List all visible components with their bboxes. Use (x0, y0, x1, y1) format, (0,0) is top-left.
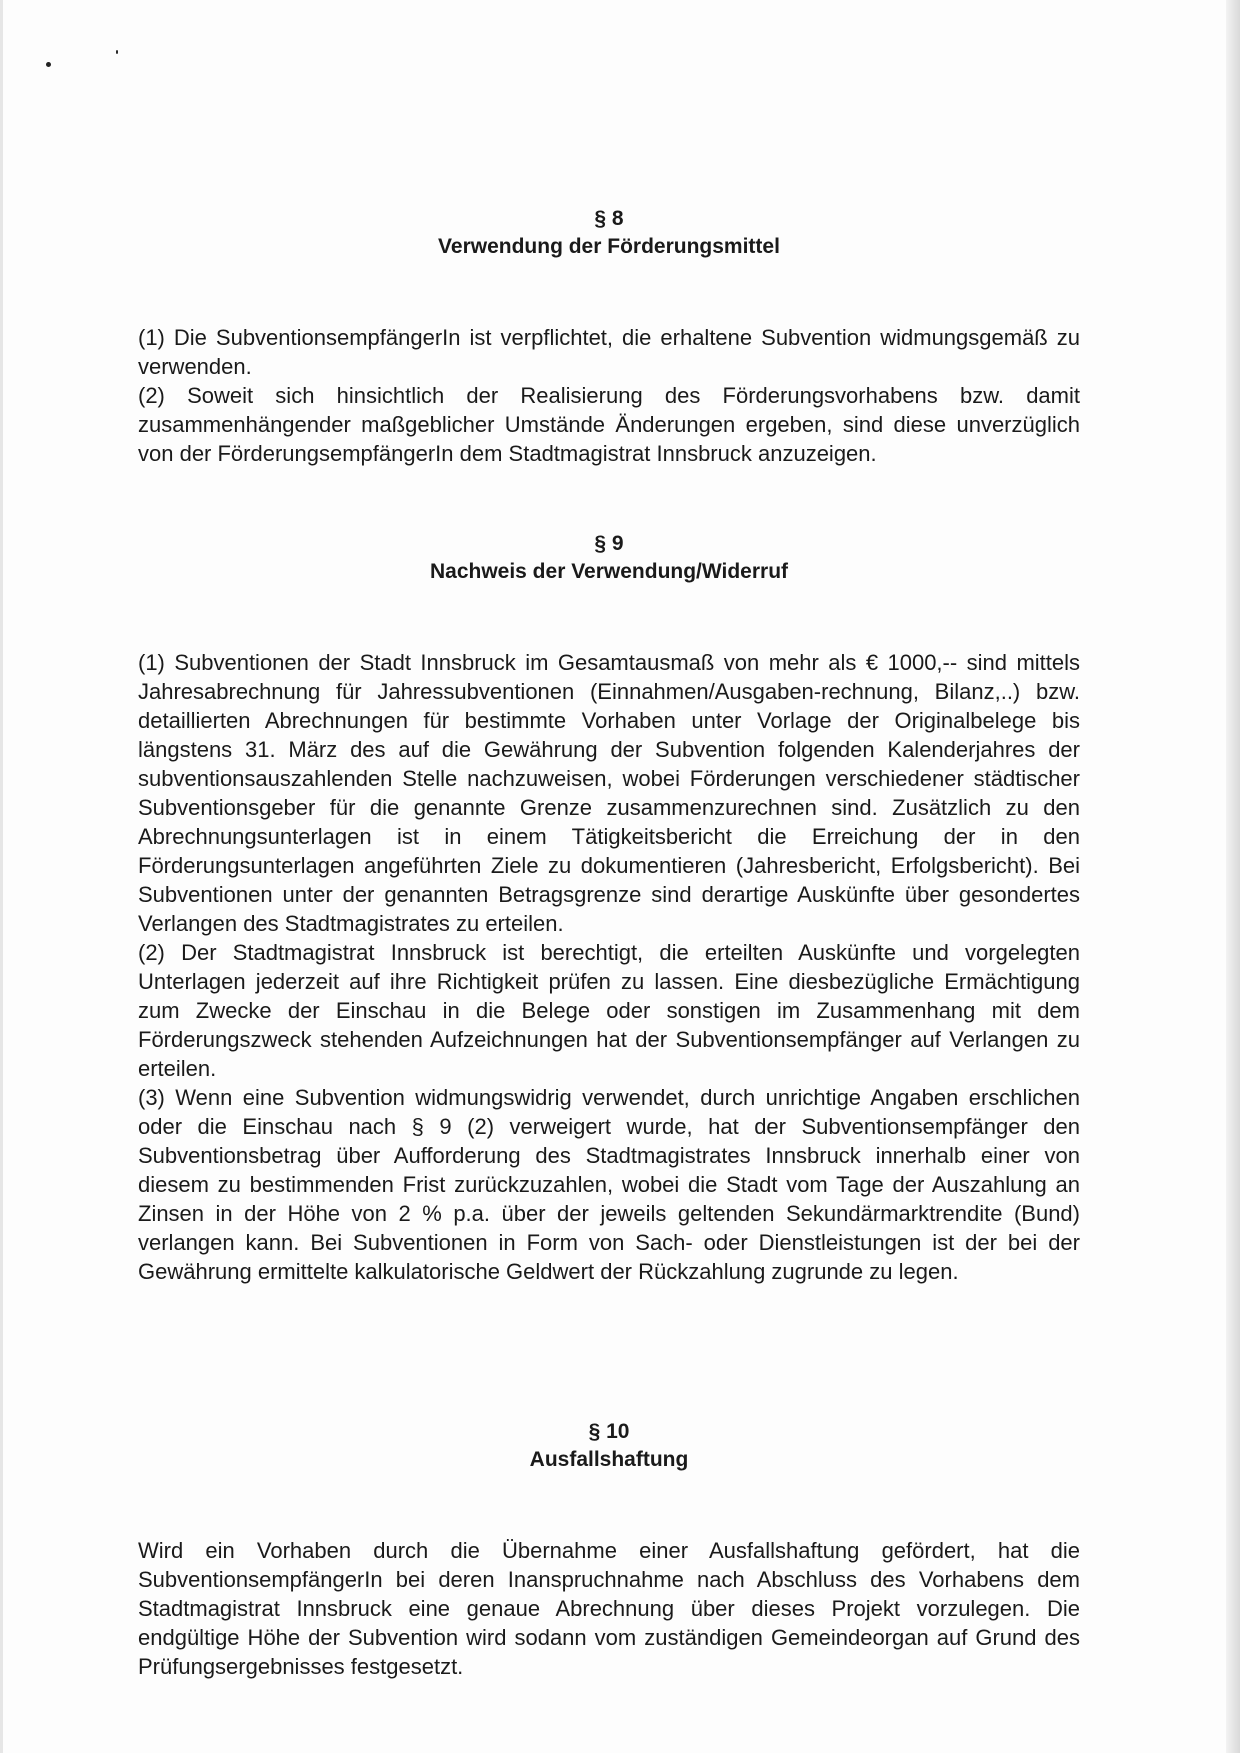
paragraph: (1) Subventionen der Stadt Innsbruck im Gesamtausmaß von mehr als € 1000,-- sind mittels Jahresabrechnung für Jahressubventionen (Einnahmen/Ausgaben-rechnung, Bilanz,..) bzw. detaillierten Abrechnungen für bestimmte Vorhaben unter Vorlage der Originalbelege bis längstens 31. März des auf die Gewährung der Subvention folgenden Kalenderjahres der subventionsauszahlenden Stelle nachzuweisen, wobei Förderungen verschiedener städtischer Subventionsgeber für die genannte Grenze zusammenzurechnen sind. Zusätzlich zu den Abrechnungsunterlagen ist in einem Tätigkeitsbericht die Erreichung der in den Förderungsunterlagen angeführten Ziele zu dokumentieren (Jahresbericht, Erfolgsbericht). Bei Subventionen unter der genannten Betragsgrenze sind derartige Auskünfte über gesondertes Verlangen des Stadtmagistrates zu erteilen. (138, 650, 1080, 936)
section-body (138, 648, 1080, 1286)
section-number: § 10 (588, 1420, 630, 1443)
paragraph: (2) Soweit sich hinsichtlich der Realisierung des Förderungsvorhabens bzw. damit zusammenhängender maßgeblicher Umstände Änderungen ergeben, sind diese unverzüglich von der FörderungsempfängerIn dem Stadtmagistrat Innsbruck anzuzeigen. (138, 383, 1080, 466)
section-number: § 9 (594, 532, 624, 555)
scan-edge-right (1226, 0, 1240, 1753)
scan-speck (46, 62, 51, 67)
paragraph: (1) Die SubventionsempfängerIn ist verpflichtet, die erhaltene Subvention widmungsgemäß zu verwenden. (138, 325, 1080, 379)
scan-edge-left (0, 0, 3, 1753)
paragraph: (3) Wenn eine Subvention widmungswidrig verwendet, durch unrichtige Angaben erschlichen oder die Einschau nach § 9 (2) verweigert wurde, hat der Subventionsempfänger den Subventionsbetrag über Aufforderung des Stadtmagistrates Innsbruck innerhalb einer von diesem zu bestimmenden Frist zurückzuzahlen, wobei die Stadt vom Tage der Auszahlung an Zinsen in der Höhe von 2 % p.a. über der jeweils geltenden Sekundärmarktrendite (Bund) verlangen kann. Bei Subventionen in Form von Sach- oder Dienstleistungen ist der bei der Gewährung ermittelte kalkulatorische Geldwert der Rückzahlung zugrunde zu legen. (138, 1085, 1080, 1284)
paragraph: (2) Der Stadtmagistrat Innsbruck ist berechtigt, die erteilten Auskünfte und vorgelegten Unterlagen jederzeit auf ihre Richtigkeit prüfen zu lassen. Eine diesbezügliche Ermächtigung zum Zwecke der Einschau in die Belege oder sonstigen im Zusammenhang mit dem Förderungszweck stehenden Aufzeichnungen hat der Subventionsempfänger auf Verlangen zu erteilen. (138, 940, 1080, 1081)
section-body (138, 323, 1080, 468)
section-9 (138, 530, 1080, 1286)
scan-speck (116, 50, 118, 54)
paragraph: Wird ein Vorhaben durch die Übernahme einer Ausfallshaftung gefördert, hat die SubventionsempfängerIn bei deren Inanspruchnahme nach Abschluss des Vorhabens dem Stadtmagistrat Innsbruck eine genaue Abrechnung über dieses Projekt vorzulegen. Die endgültige Höhe der Subvention wird sodann vom zuständigen Gemeindeorgan auf Grund des Prüfungsergebnisses festgesetzt. (138, 1538, 1080, 1679)
section-title: Verwendung der Förderungsmittel (438, 235, 780, 258)
section-title: Nachweis der Verwendung/Widerruf (429, 560, 789, 583)
section-title: Ausfallshaftung (529, 1448, 689, 1471)
section-8 (138, 205, 1080, 468)
section-body (138, 1536, 1080, 1681)
section-number: § 8 (594, 207, 624, 230)
section-10 (138, 1418, 1080, 1681)
